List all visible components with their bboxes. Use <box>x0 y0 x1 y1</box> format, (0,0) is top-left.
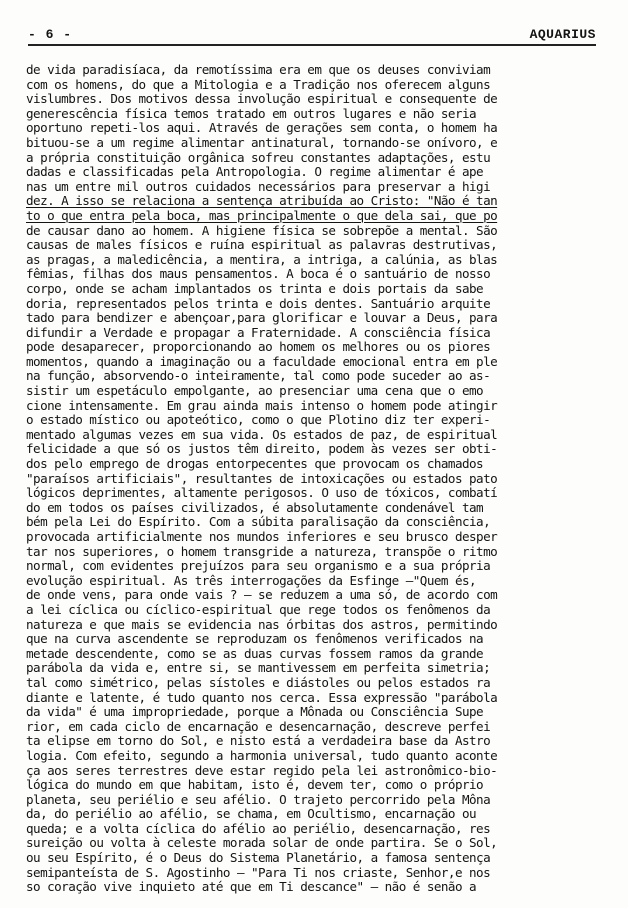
text-line: com os homens, do que a Mitologia e a Tradição nos oferecem alguns <box>26 76 491 92</box>
text-line: fêmias, filhas dos maus pensamentos. A boca é o santuário de nosso <box>26 266 491 282</box>
text-line: sureição ou volta à celeste morada solar de onde partira. Se o Sol, <box>26 835 498 851</box>
page-header <box>28 27 596 47</box>
text-line: lógica do mundo em que habitam, isto é, devem ter, como o próprio <box>26 777 484 793</box>
text-line: tado para bendizer e abençoar,para glorificar e louvar a Deus, para <box>26 310 498 326</box>
text-line: dadas e classificadas pela Antropologia. O regime alimentar é ape <box>26 164 484 180</box>
text-line: a lei cíclica ou cíclico-espiritual que rege todos os fenômenos da <box>26 601 491 617</box>
text-line: rior, em cada ciclo de encarnação e desencarnação, descreve perfei <box>26 718 491 734</box>
underlined-quote-line: dez. A isso se relaciona a sentença atribuída ao Cristo: "Não é tan <box>26 193 498 209</box>
text-line: ou seu Espírito, é o Deus do Sistema Planetário, a famosa sentença <box>26 850 491 866</box>
text-line: pode desaparecer, proporcionando ao homem os melhores ou os piores <box>26 339 491 355</box>
text-line: diante e latente, é tudo quanto nos cerca. Essa expressão "parábola <box>26 689 498 705</box>
text-line: na função, absorvendo-o inteiramente, tal como pode suceder ao as- <box>26 368 491 384</box>
text-line: provocada artificialmente nos mundos inferiores e seu brusco desper <box>26 529 498 544</box>
text-line: doria, representados pelos trinta e dois dentes. Santuário arquite <box>26 295 491 311</box>
text-line: bém pela Lei do Espírito. Com a súbita paralisação da consciência, <box>26 514 491 530</box>
body-text <box>26 63 602 895</box>
text-line: de vida paradisíaca, da remotíssima era em que os deuses conviviam <box>26 62 491 77</box>
text-line: ta elipse em torno do Sol, e nisto está a verdadeira base da Astro <box>26 733 491 749</box>
text-line: oportuno repeti-los aqui. Através de gerações sem conta, o homem ha <box>26 120 498 136</box>
text-line: a própria constituição orgânica sofreu constantes adaptações, estu <box>26 149 491 165</box>
text-line: semipanteísta de S. Agostinho — "Para Ti nos criaste, Senhor,e nos <box>26 864 491 880</box>
text-line: do em todos os países civilizados, é absolutamente condenável tam <box>26 499 484 515</box>
text-line: mentado algumas vezes em sua vida. Os estados de paz, de espiritual <box>26 426 498 442</box>
text-line: planeta, seu periélio e seu afélio. O trajeto percorrido pela Môna <box>26 791 491 807</box>
text-line: tal como simétrico, pelas sístoles e diástoles ou pelos estados ra <box>26 674 491 690</box>
text-line: dos pelo emprego de drogas entorpecentes que provocam os chamados <box>26 456 484 472</box>
underlined-quote-line: to o que entra pela boca, mas principalmente o que dela sai, que po <box>26 207 498 223</box>
text-line: as pragas, a maledicência, a mentira, a intriga, a calúnia, as blas <box>26 251 498 267</box>
text-line: nas um entre mil outros cuidados necessários para preservar a higi <box>26 178 491 194</box>
text-line: lógicos deprimentes, altamente perigosos. O uso de tóxicos, combatí <box>26 485 498 501</box>
text-line: causas de males físicos e ruína espiritual as palavras destrutivas, <box>26 237 498 253</box>
text-line: da, do periélio ao afélio, se chama, em Ocultismo, encarnação ou <box>26 806 477 822</box>
text-line: bituou-se a um regime alimentar antinatural, tornando-se onívoro, e <box>26 134 498 150</box>
text-line: evolução espiritual. As três interrogações da Esfinge —"Quem és, <box>26 572 477 588</box>
text-line: natureza e que mais se evidencia nas órbitas dos astros, permitindo <box>26 616 498 632</box>
text-line: tar nos superiores, o homem transgride a natureza, transpõe o ritmo <box>26 543 498 559</box>
text-line: difundir a Verdade e propagar a Fraternidade. A consciência física <box>26 324 491 340</box>
text-line: que na curva ascendente se reproduzam os fenômenos verificados na <box>26 631 484 647</box>
text-line: "paraísos artificiais", resultantes de intoxicações ou estados pato <box>26 470 498 486</box>
text-line: vislumbres. Dos motivos dessa involução espiritual e consequente de <box>26 91 498 107</box>
text-line: generescência física temos tratado em outros lugares e não seria <box>26 105 477 121</box>
text-line: da vida" é uma impropriedade, porque a Mônada ou Consciência Supe <box>26 704 484 720</box>
text-line: queda; e a volta cíclica do afélio ao periélio, desencarnação, res <box>26 820 491 836</box>
text-line: so coração vive inquieto até que em Ti descance" — não é senão a <box>26 879 477 895</box>
text-line: normal, com evidentes prejuízos para seu organismo e a sua própria <box>26 558 491 574</box>
text-line: logia. Com efeito, segundo a harmonia universal, tudo quanto aconte <box>26 747 498 763</box>
text-line: sistir um espetáculo empolgante, ao presenciar uma cena que o emo <box>26 383 484 399</box>
running-title: AQUARIUS <box>529 27 596 42</box>
text-line: momentos, quando a imaginação ou a faculdade emocional entra em ple <box>26 353 498 369</box>
text-line: parábola da vida e, entre si, se mantivessem em perfeita simetria; <box>26 660 491 676</box>
text-line: de onde vens, para onde vais ? — se reduzem a uma só, de acordo com <box>26 587 498 603</box>
text-line: metade descendente, como se as duas curvas fossem ramos da grande <box>26 645 484 661</box>
text-line: cione intensamente. Em grau ainda mais intenso o homem pode atingir <box>26 397 498 413</box>
text-line: felicidade a que só os justos têm direito, podem às vezes ser obti- <box>26 441 498 457</box>
text-line: de causar dano ao homem. A higiene física se sobrepõe a mental. São <box>26 222 498 238</box>
header-rule <box>28 44 596 46</box>
text-line: o estado místico ou apoteótico, como o que Plotino diz ter experi- <box>26 412 491 428</box>
page-number: - 6 - <box>28 27 73 42</box>
text-line: corpo, onde se acham implantados os trinta e dois portais da sabe <box>26 280 484 296</box>
text-line: ça aos seres terrestres deve estar regido pela lei astronômico-bio- <box>26 762 498 778</box>
